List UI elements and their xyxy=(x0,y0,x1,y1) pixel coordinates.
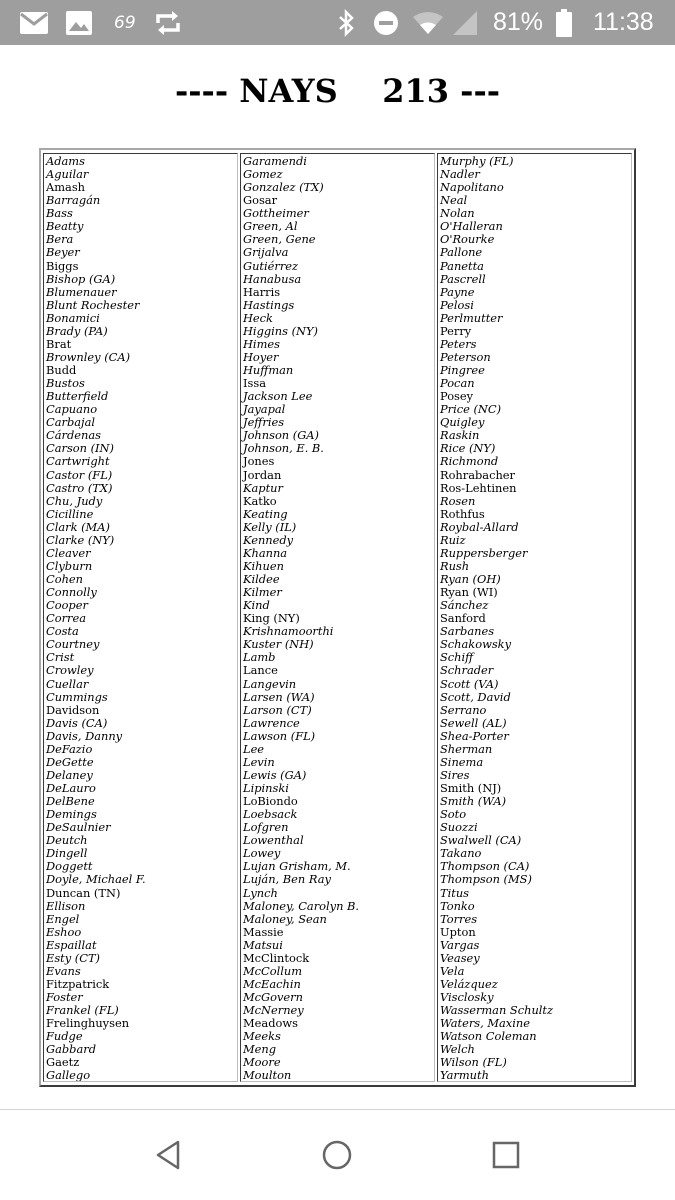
member-name: Moulton xyxy=(243,1068,292,1082)
sync-icon xyxy=(152,0,184,45)
member-name: Lowey xyxy=(243,846,281,861)
member-name: Gomez xyxy=(243,167,283,182)
member-name: Brady (PA) xyxy=(46,323,108,338)
member-name: LoBiondo xyxy=(243,794,298,809)
member-name: Nolan xyxy=(440,206,475,221)
member-name: Rohrabacher xyxy=(440,467,515,482)
member-name: Capuano xyxy=(46,402,98,417)
member-name: Schrader xyxy=(440,663,494,678)
member-name: Upton xyxy=(440,924,476,939)
member-name: Cooper xyxy=(46,598,88,613)
member-name: Ellison xyxy=(46,898,86,913)
status-bar xyxy=(0,0,675,45)
member-name: Brat xyxy=(46,336,72,351)
member-name: Scott, David xyxy=(440,689,511,704)
member-name: Pingree xyxy=(440,363,485,377)
member-name: Watson Coleman xyxy=(440,1029,537,1044)
member-name: Wilson (FL) xyxy=(440,1055,507,1070)
member-name: DelBene xyxy=(46,794,95,809)
member-name: Gaetz xyxy=(46,1055,80,1070)
names-column-2 xyxy=(240,153,435,1082)
member-name: Waters, Maxine xyxy=(440,1016,530,1031)
member-name: Perlmutter xyxy=(440,310,503,325)
member-name: Nadler xyxy=(440,167,480,182)
member-name: Cárdenas xyxy=(46,428,101,443)
member-name: Meadows xyxy=(243,1016,298,1031)
member-name: Ryan (OH) xyxy=(440,572,501,586)
names-column-3 xyxy=(437,153,632,1082)
member-name: Higgins (NY) xyxy=(243,323,318,338)
member-name: Sires xyxy=(440,767,470,782)
member-name: Yarmuth xyxy=(440,1068,489,1082)
member-name: Thompson (CA) xyxy=(440,859,530,874)
back-button[interactable] xyxy=(138,1128,198,1182)
member-name: Fitzpatrick xyxy=(46,976,110,991)
nays-table xyxy=(39,148,636,1087)
member-name: Meeks xyxy=(243,1029,281,1044)
member-name: King (NY) xyxy=(243,611,300,626)
member-name: Gonzalez (TX) xyxy=(243,180,324,195)
member-name: Rice (NY) xyxy=(440,441,496,456)
member-name: Krishnamoorthi xyxy=(243,624,334,639)
member-name: Pocan xyxy=(440,376,475,391)
member-name: Larsen (WA) xyxy=(243,689,315,704)
member-name: Gosar xyxy=(243,193,278,208)
member-name: O'Rourke xyxy=(440,232,495,247)
member-name: DeFazio xyxy=(46,741,93,756)
member-name: Kaptur xyxy=(243,480,283,495)
member-name: Cleaver xyxy=(46,545,91,560)
navigation-bar xyxy=(0,1110,675,1200)
member-name: Delaney xyxy=(46,767,93,782)
member-name: Ryan (WI) xyxy=(440,585,498,600)
member-name: Tonko xyxy=(440,898,475,913)
member-name: Doggett xyxy=(46,859,93,874)
member-name: Gutiérrez xyxy=(243,258,299,273)
member-name: Cohen xyxy=(46,572,83,586)
member-name: Heck xyxy=(243,310,273,325)
member-name: Lawson (FL) xyxy=(243,728,316,743)
do-not-disturb-icon xyxy=(373,0,399,45)
member-name: Keating xyxy=(243,506,288,521)
member-name: Peters xyxy=(440,336,477,351)
member-name: Crowley xyxy=(46,663,94,678)
member-name: Vela xyxy=(440,963,465,978)
member-name: Larson (CT) xyxy=(243,702,312,717)
member-name: McCollum xyxy=(243,963,303,978)
notification-69-icon: 69 xyxy=(114,12,136,33)
member-name: McEachin xyxy=(243,976,301,991)
member-name: Kind xyxy=(243,598,270,613)
home-button[interactable] xyxy=(307,1128,367,1182)
member-name: Fudge xyxy=(46,1029,83,1044)
member-name: Schakowsky xyxy=(440,637,512,652)
names-column-1 xyxy=(43,153,238,1082)
member-name: Cuellar xyxy=(46,676,89,691)
member-name: Green, Gene xyxy=(243,232,316,247)
member-name: Costa xyxy=(46,624,79,639)
member-name: Jordan xyxy=(243,467,282,482)
member-name: Levin xyxy=(243,754,275,769)
member-name: Suozzi xyxy=(440,820,478,835)
page-title: ---- NAYS 213 --- xyxy=(174,72,501,110)
member-name: Chu, Judy xyxy=(46,493,103,508)
member-name: Carbajal xyxy=(46,415,95,430)
member-name: Harris xyxy=(243,284,281,299)
recents-button[interactable] xyxy=(476,1128,536,1182)
member-name: Dingell xyxy=(46,846,88,861)
member-name: Clarke (NY) xyxy=(46,532,115,547)
member-name: Pallone xyxy=(440,245,483,260)
member-name: Gottheimer xyxy=(243,206,309,221)
member-name: Maloney, Carolyn B. xyxy=(243,898,360,913)
member-name: Moore xyxy=(243,1055,281,1070)
member-name: Eshoo xyxy=(46,924,82,939)
member-name: Evans xyxy=(46,963,81,978)
member-name: Frelinghuysen xyxy=(46,1016,130,1031)
member-name: Thompson (MS) xyxy=(440,872,532,887)
member-name: Aguilar xyxy=(46,167,89,182)
member-name: Kelly (IL) xyxy=(243,519,297,534)
member-name: Clyburn xyxy=(46,558,93,573)
member-name: Vargas xyxy=(440,937,480,952)
member-name: Panetta xyxy=(440,258,484,273)
member-name: Ruiz xyxy=(440,532,466,547)
member-name: O'Halleran xyxy=(440,219,503,234)
member-name: Ruppersberger xyxy=(440,545,528,560)
member-name: Davis, Danny xyxy=(46,728,123,743)
member-name: Roybal-Allard xyxy=(440,519,519,534)
member-name: DeGette xyxy=(46,754,94,769)
member-name: Lawrence xyxy=(243,715,300,730)
member-name: Davis (CA) xyxy=(46,715,108,730)
member-name: Engel xyxy=(46,911,80,926)
member-name: Velázquez xyxy=(440,976,498,991)
member-name: Kuster (NH) xyxy=(243,637,314,652)
member-name: Massie xyxy=(243,924,284,939)
member-name: Carson (IN) xyxy=(46,441,114,456)
member-name: Gallego xyxy=(46,1068,91,1082)
member-name: Blumenauer xyxy=(46,284,117,299)
member-name: Swalwell (CA) xyxy=(440,833,522,848)
member-name: Ros-Lehtinen xyxy=(440,480,517,495)
recents-icon xyxy=(492,1141,520,1169)
member-name: Kildee xyxy=(243,572,280,586)
member-name: Rothfus xyxy=(440,506,485,521)
member-name: Payne xyxy=(440,284,475,299)
member-name: Hanabusa xyxy=(243,271,302,286)
member-name: Cummings xyxy=(46,689,108,704)
mail-icon xyxy=(20,0,48,45)
member-name: Pelosi xyxy=(440,297,474,312)
member-name: Lujan Grisham, M. xyxy=(243,859,351,874)
member-name: Meng xyxy=(243,1042,277,1057)
member-name: Blunt Rochester xyxy=(46,297,140,312)
member-name: Bera xyxy=(46,232,74,247)
member-name: Lamb xyxy=(243,650,276,665)
member-name: Clark (MA) xyxy=(46,519,110,534)
member-name: Neal xyxy=(440,193,468,208)
member-name: Price (NC) xyxy=(440,402,502,417)
member-name: Brownley (CA) xyxy=(46,349,131,364)
member-name: Foster xyxy=(46,990,83,1004)
member-name: Cartwright xyxy=(46,454,110,469)
member-name: Jeffries xyxy=(243,415,285,430)
member-name: Kihuen xyxy=(243,558,284,573)
member-name: Jackson Lee xyxy=(243,389,313,404)
member-name: Sewell (AL) xyxy=(440,715,507,730)
member-name: Peterson xyxy=(440,349,491,364)
member-name: Castor (FL) xyxy=(46,467,113,482)
member-name: Sánchez xyxy=(440,598,489,613)
member-name: Visclosky xyxy=(440,990,494,1004)
member-name: Deutch xyxy=(46,833,88,848)
member-name: Butterfield xyxy=(46,389,109,404)
member-name: Loebsack xyxy=(243,807,298,822)
member-name: Kilmer xyxy=(243,585,282,600)
member-name: Hoyer xyxy=(243,349,279,364)
member-name: Kennedy xyxy=(243,532,294,547)
cell-signal-icon xyxy=(452,0,478,45)
member-name: Lewis (GA) xyxy=(243,767,307,782)
member-name: Wasserman Schultz xyxy=(440,1003,554,1018)
member-name: Cicilline xyxy=(46,506,94,521)
member-name: Jones xyxy=(243,454,275,469)
member-name: Matsui xyxy=(243,937,283,952)
member-name: Sinema xyxy=(440,754,484,769)
member-name: Langevin xyxy=(243,676,297,691)
member-name: Connolly xyxy=(46,585,97,600)
back-icon xyxy=(153,1139,183,1171)
member-name: Soto xyxy=(440,807,467,822)
member-name: Beatty xyxy=(46,219,84,234)
member-name: Sanford xyxy=(440,611,486,626)
member-name: Frankel (FL) xyxy=(46,1003,119,1018)
home-icon xyxy=(321,1139,353,1171)
member-name: Lee xyxy=(243,741,265,756)
member-name: DeLauro xyxy=(46,781,96,795)
wifi-icon xyxy=(412,0,444,45)
member-name: Smith (WA) xyxy=(440,794,507,809)
member-name: Issa xyxy=(243,376,266,391)
member-name: Rush xyxy=(440,558,470,573)
member-name: Bustos xyxy=(46,376,85,391)
member-name: Correa xyxy=(46,611,86,626)
member-name: Grijalva xyxy=(243,245,289,260)
member-name: Hastings xyxy=(243,297,295,312)
member-name: Lowenthal xyxy=(243,833,304,848)
member-name: Lipinski xyxy=(243,781,289,795)
member-name: Rosen xyxy=(440,493,476,508)
member-name: DeSaulnier xyxy=(46,820,111,835)
member-name: Katko xyxy=(243,493,277,508)
member-name: Crist xyxy=(46,650,75,665)
member-name: Duncan (TN) xyxy=(46,885,121,900)
member-name: Schiff xyxy=(440,650,474,665)
member-name: Napolitano xyxy=(440,180,504,195)
member-name: McNerney xyxy=(243,1003,304,1018)
member-name: Veasey xyxy=(440,950,480,965)
member-name: Welch xyxy=(440,1042,475,1057)
member-name: Shea-Porter xyxy=(440,728,509,743)
member-name: Espaillat xyxy=(46,937,97,952)
member-name: Pascrell xyxy=(440,271,486,286)
member-name: Murphy (FL) xyxy=(440,154,514,168)
member-name: Amash xyxy=(46,180,85,195)
member-name: Castro (TX) xyxy=(46,480,113,495)
member-name: Esty (CT) xyxy=(46,950,100,965)
member-name: Gabbard xyxy=(46,1042,97,1057)
member-name: Barragán xyxy=(46,193,101,208)
member-name: Luján, Ben Ray xyxy=(243,872,331,887)
bluetooth-icon xyxy=(337,0,357,45)
battery-percent: 81% xyxy=(493,8,544,36)
member-name: Adams xyxy=(46,154,85,168)
member-name: Biggs xyxy=(46,258,79,273)
member-name: Torres xyxy=(440,911,478,926)
member-name: Sarbanes xyxy=(440,624,495,639)
member-name: Bass xyxy=(46,206,73,221)
member-name: Raskin xyxy=(440,428,480,443)
clock: 11:38 xyxy=(593,8,654,36)
member-name: Khanna xyxy=(243,545,288,560)
member-name: McClintock xyxy=(243,950,310,965)
member-name: Posey xyxy=(440,389,474,404)
member-name: Sherman xyxy=(440,741,493,756)
member-name: Scott (VA) xyxy=(440,676,499,691)
member-name: Lynch xyxy=(243,885,278,900)
member-name: Johnson, E. B. xyxy=(243,441,324,456)
battery-icon xyxy=(556,0,572,45)
member-name: Green, Al xyxy=(243,219,298,234)
member-name: Serrano xyxy=(440,702,487,717)
member-name: Beyer xyxy=(46,245,80,260)
member-name: Quigley xyxy=(440,415,485,430)
image-icon xyxy=(66,0,92,45)
member-name: Davidson xyxy=(46,702,100,717)
member-name: Doyle, Michael F. xyxy=(46,872,146,887)
member-name: Huffman xyxy=(243,363,294,377)
member-name: Richmond xyxy=(440,454,499,469)
member-name: Bishop (GA) xyxy=(46,271,116,286)
member-name: Courtney xyxy=(46,637,100,652)
member-name: Demings xyxy=(46,807,97,822)
member-name: Smith (NJ) xyxy=(440,781,502,795)
member-name: McGovern xyxy=(243,990,303,1004)
member-name: Jayapal xyxy=(243,402,286,417)
member-name: Titus xyxy=(440,885,469,900)
member-name: Himes xyxy=(243,336,280,351)
member-name: Takano xyxy=(440,846,482,861)
member-name: Maloney, Sean xyxy=(243,911,327,926)
member-name: Lofgren xyxy=(243,820,289,835)
member-name: Budd xyxy=(46,363,77,377)
member-name: Garamendi xyxy=(243,154,307,168)
member-name: Perry xyxy=(440,323,472,338)
member-name: Johnson (GA) xyxy=(243,428,319,443)
member-name: Bonamici xyxy=(46,310,100,325)
member-name: Lance xyxy=(243,663,278,678)
